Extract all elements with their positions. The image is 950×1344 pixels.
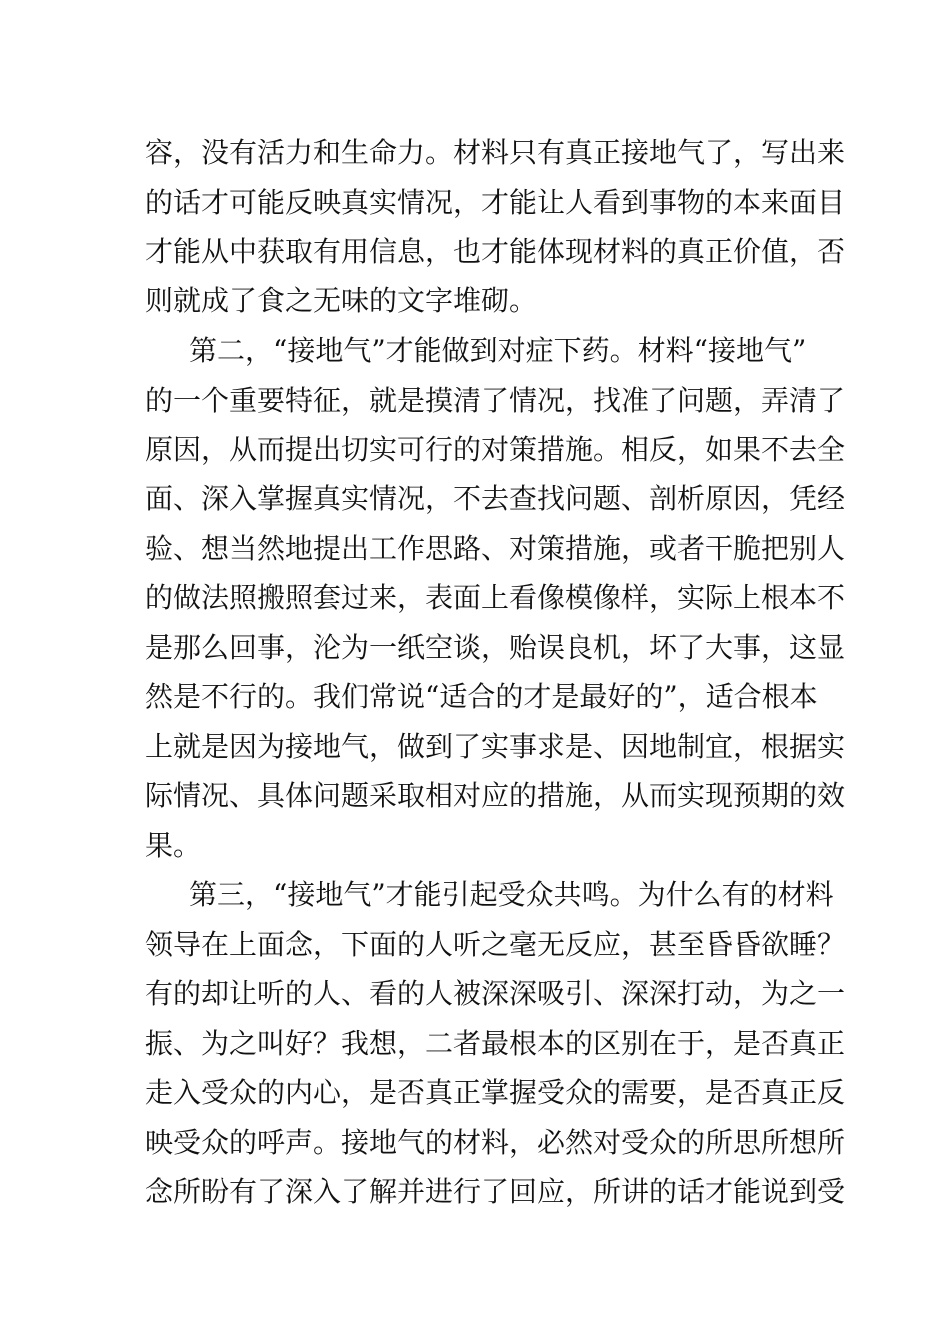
text-line: 则就成了食之无味的文字堆砌。	[145, 284, 538, 317]
text-line: 映受众的呼声。接地气的材料，必然对受众的所思所想所	[145, 1126, 846, 1159]
text-line: 领导在上面念，下面的人听之毫无反应，甚至昏昏欲睡？	[145, 928, 846, 961]
text-line: 才能从中获取有用信息，也才能体现材料的真正价值，否	[145, 235, 846, 268]
text-line: 面、深入掌握真实情况，不去查找问题、剖析原因，凭经	[145, 482, 846, 515]
text-line: 果。	[145, 829, 202, 862]
text-line: 验、想当然地提出工作思路、对策措施，或者干脆把别人	[145, 532, 846, 565]
text-line: 振、为之叫好？我想，二者最根本的区别在于，是否真正	[145, 1027, 846, 1060]
paragraph-start-line: 第三，“接地气”才能引起受众共鸣。为什么有的材料	[189, 878, 834, 911]
text-line: 上就是因为接地气，做到了实事求是、因地制宜，根据实	[145, 730, 846, 763]
text-line: 际情况、具体问题采取相对应的措施，从而实现预期的效	[145, 779, 846, 812]
text-line: 容，没有活力和生命力。材料只有真正接地气了，写出来	[145, 136, 846, 169]
text-line: 的做法照搬照套过来，表面上看像模像样，实际上根本不	[145, 581, 846, 614]
text-line: 然是不行的。我们常说“适合的才是最好的”，适合根本	[145, 680, 818, 713]
paragraph-start-line: 第二，“接地气”才能做到对症下药。材料“接地气”	[189, 334, 807, 367]
text-line: 的话才可能反映真实情况，才能让人看到事物的本来面目	[145, 186, 846, 219]
text-line: 原因，从而提出切实可行的对策措施。相反，如果不去全	[145, 433, 846, 466]
text-line: 念所盼有了深入了解并进行了回应，所讲的话才能说到受	[145, 1175, 846, 1208]
text-line: 走入受众的内心，是否真正掌握受众的需要，是否真正反	[145, 1076, 846, 1109]
text-line: 有的却让听的人、看的人被深深吸引、深深打动，为之一	[145, 977, 846, 1010]
text-line: 是那么回事，沦为一纸空谈，贻误良机，坏了大事，这显	[145, 631, 846, 664]
text-line: 的一个重要特征，就是摸清了情况，找准了问题，弄清了	[145, 384, 846, 417]
